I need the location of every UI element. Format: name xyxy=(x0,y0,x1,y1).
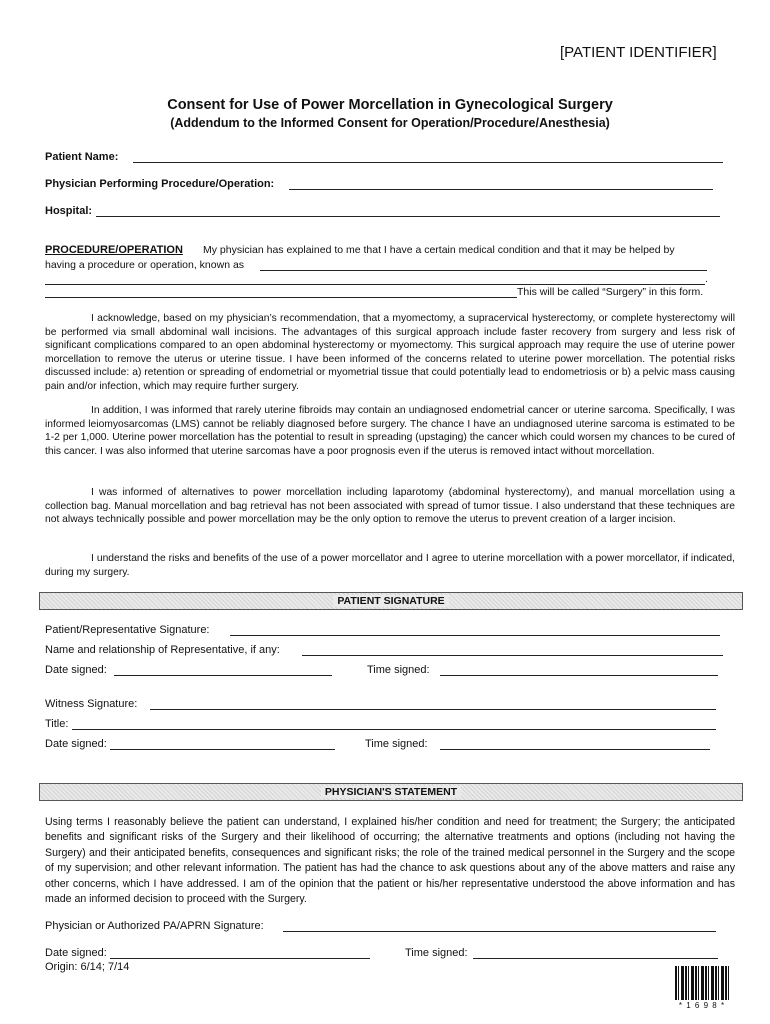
patient-signature-title: PATIENT SIGNATURE xyxy=(333,595,448,607)
procedure-text-2: having a procedure or operation, known as xyxy=(45,259,245,271)
physician-field[interactable] xyxy=(289,189,713,190)
witness-signature-field[interactable] xyxy=(150,709,716,710)
procedure-name-field-2[interactable] xyxy=(45,284,705,285)
witness-title-field[interactable] xyxy=(72,729,716,730)
paragraph-alternatives: I was informed of alternatives to power morcellation including laparotomy (abdominal hysterectomy), and manual morcellation using a collection bag. Manual morcellation and bag retrieval has not been associated with spread of tumor tissue. I also understand that these techniques are not always technically possible and power morcellation may be the only option to remove the uterus to prevent creation of a larger incision. xyxy=(45,487,735,526)
physician-statement-header xyxy=(39,783,743,801)
origin-date: Origin: 6/14; 7/14 xyxy=(45,961,130,973)
patient-date-field[interactable] xyxy=(114,675,332,676)
patient-identifier: [PATIENT IDENTIFIER] xyxy=(560,44,717,61)
physician-signature-label: Physician or Authorized PA/APRN Signature: xyxy=(45,920,264,932)
procedure-text-3: This will be called “Surgery” in this form. xyxy=(517,286,704,298)
witness-time-label: Time signed: xyxy=(365,738,428,750)
physician-statement-title: PHYSICIAN'S STATEMENT xyxy=(321,786,461,798)
witness-date-field[interactable] xyxy=(110,749,335,750)
representative-field[interactable] xyxy=(302,655,723,656)
witness-title-label: Title: xyxy=(45,718,69,730)
form-title: Consent for Use of Power Morcellation in Gynecological Surgery xyxy=(167,97,613,113)
form-subtitle: (Addendum to the Informed Consent for Operation/Procedure/Anesthesia) xyxy=(170,116,610,130)
procedure-period: . xyxy=(705,273,708,285)
hospital-label: Hospital: xyxy=(45,205,93,217)
patient-signature-header xyxy=(39,592,743,610)
hospital-field[interactable] xyxy=(96,216,720,217)
patient-name-field[interactable] xyxy=(133,162,723,163)
paragraph-agreement: I understand the risks and benefits of the use of a power morcellator and I agree to uterine morcellation with a power morcellator, if indicated, during my surgery. xyxy=(45,553,735,578)
patient-signature-label: Patient/Representative Signature: xyxy=(45,624,210,636)
paragraph-acknowledgement: I acknowledge, based on my physician’s recommendation, that a myomectomy, a supracervical hysterectomy, or complete hysterectomy will be performed via small abdominal wall incisions. The advantages of this surgical approach include faster recovery from surgery and less risk of significant complications compared to an open abdominal hysterectomy or myomectomy. This surgical approach may require the use of uterine power morcellation to remove the uterus or uterine tissue. I have been informed of the concerns related to uterine power morcellation. The potential risks discussed include: a) retention or spreading of endometrial or myometrial tissue that could potentially lead to endometriosis or b) a pelvic mass causing pain and/or infection, which may require further surgery. xyxy=(45,313,735,392)
physician-label: Physician Performing Procedure/Operation: xyxy=(45,178,275,190)
patient-time-field[interactable] xyxy=(440,675,718,676)
procedure-heading: PROCEDURE/OPERATION xyxy=(45,244,183,256)
physician-date-label: Date signed: xyxy=(45,947,107,959)
physician-date-field[interactable] xyxy=(110,958,370,959)
barcode-icon xyxy=(675,966,729,1000)
paragraph-sarcoma-risk: In addition, I was informed that rarely uterine fibroids may contain an undiagnosed endometrial cancer or uterine sarcoma. Specifically, I was informed leiomyosarcomas (LMS) cannot be reliably diagnosed before surgery. The chance I have an undiagnosed uterine sarcoma is estimated to be 1-2 per 1,000. Uterine power morcellation has the potential to result in spreading (upstaging) the cancer which could worsen my chances to be cured of this cancer. I was also informed that uterine sarcomas have a poor prognosis even if the uterus is removed intact without morcellation. xyxy=(45,405,735,457)
witness-signature-label: Witness Signature: xyxy=(45,698,138,710)
patient-signature-field[interactable] xyxy=(230,635,720,636)
physician-statement-text: Using terms I reasonably believe the patient can understand, I explained his/her condition and need for treatment; the Surgery; the anticipated benefits and significant risks of the Surgery and their likelihood of occurring; the alternative treatments and options (including not having the Surgery) and their anticipated benefits, consequences and significant risks; the role of the trained medical personnel in the Surgery and the scope of my supervision; and other relevant information. The patient has had the chance to ask questions about any of the above matters and raise any other concerns, which I have addressed. I am of the opinion that the patient or his/her representative understood the above information and has made an informed decision to proceed with the Surgery. xyxy=(45,816,735,906)
barcode-text: * 1 6 9 8 * xyxy=(678,1001,726,1010)
procedure-name-field-1[interactable] xyxy=(260,270,707,271)
patient-time-label: Time signed: xyxy=(367,664,430,676)
physician-time-field[interactable] xyxy=(473,958,718,959)
witness-time-field[interactable] xyxy=(440,749,710,750)
physician-time-label: Time signed: xyxy=(405,947,468,959)
representative-label: Name and relationship of Representative, if any: xyxy=(45,644,280,656)
procedure-text-1: My physician has explained to me that I have a certain medical condition and that it may be helped by xyxy=(203,244,675,256)
patient-date-label: Date signed: xyxy=(45,664,107,676)
witness-date-label: Date signed: xyxy=(45,738,107,750)
patient-name-label: Patient Name: xyxy=(45,151,119,163)
physician-signature-field[interactable] xyxy=(283,931,716,932)
procedure-name-field-3[interactable] xyxy=(45,297,517,298)
